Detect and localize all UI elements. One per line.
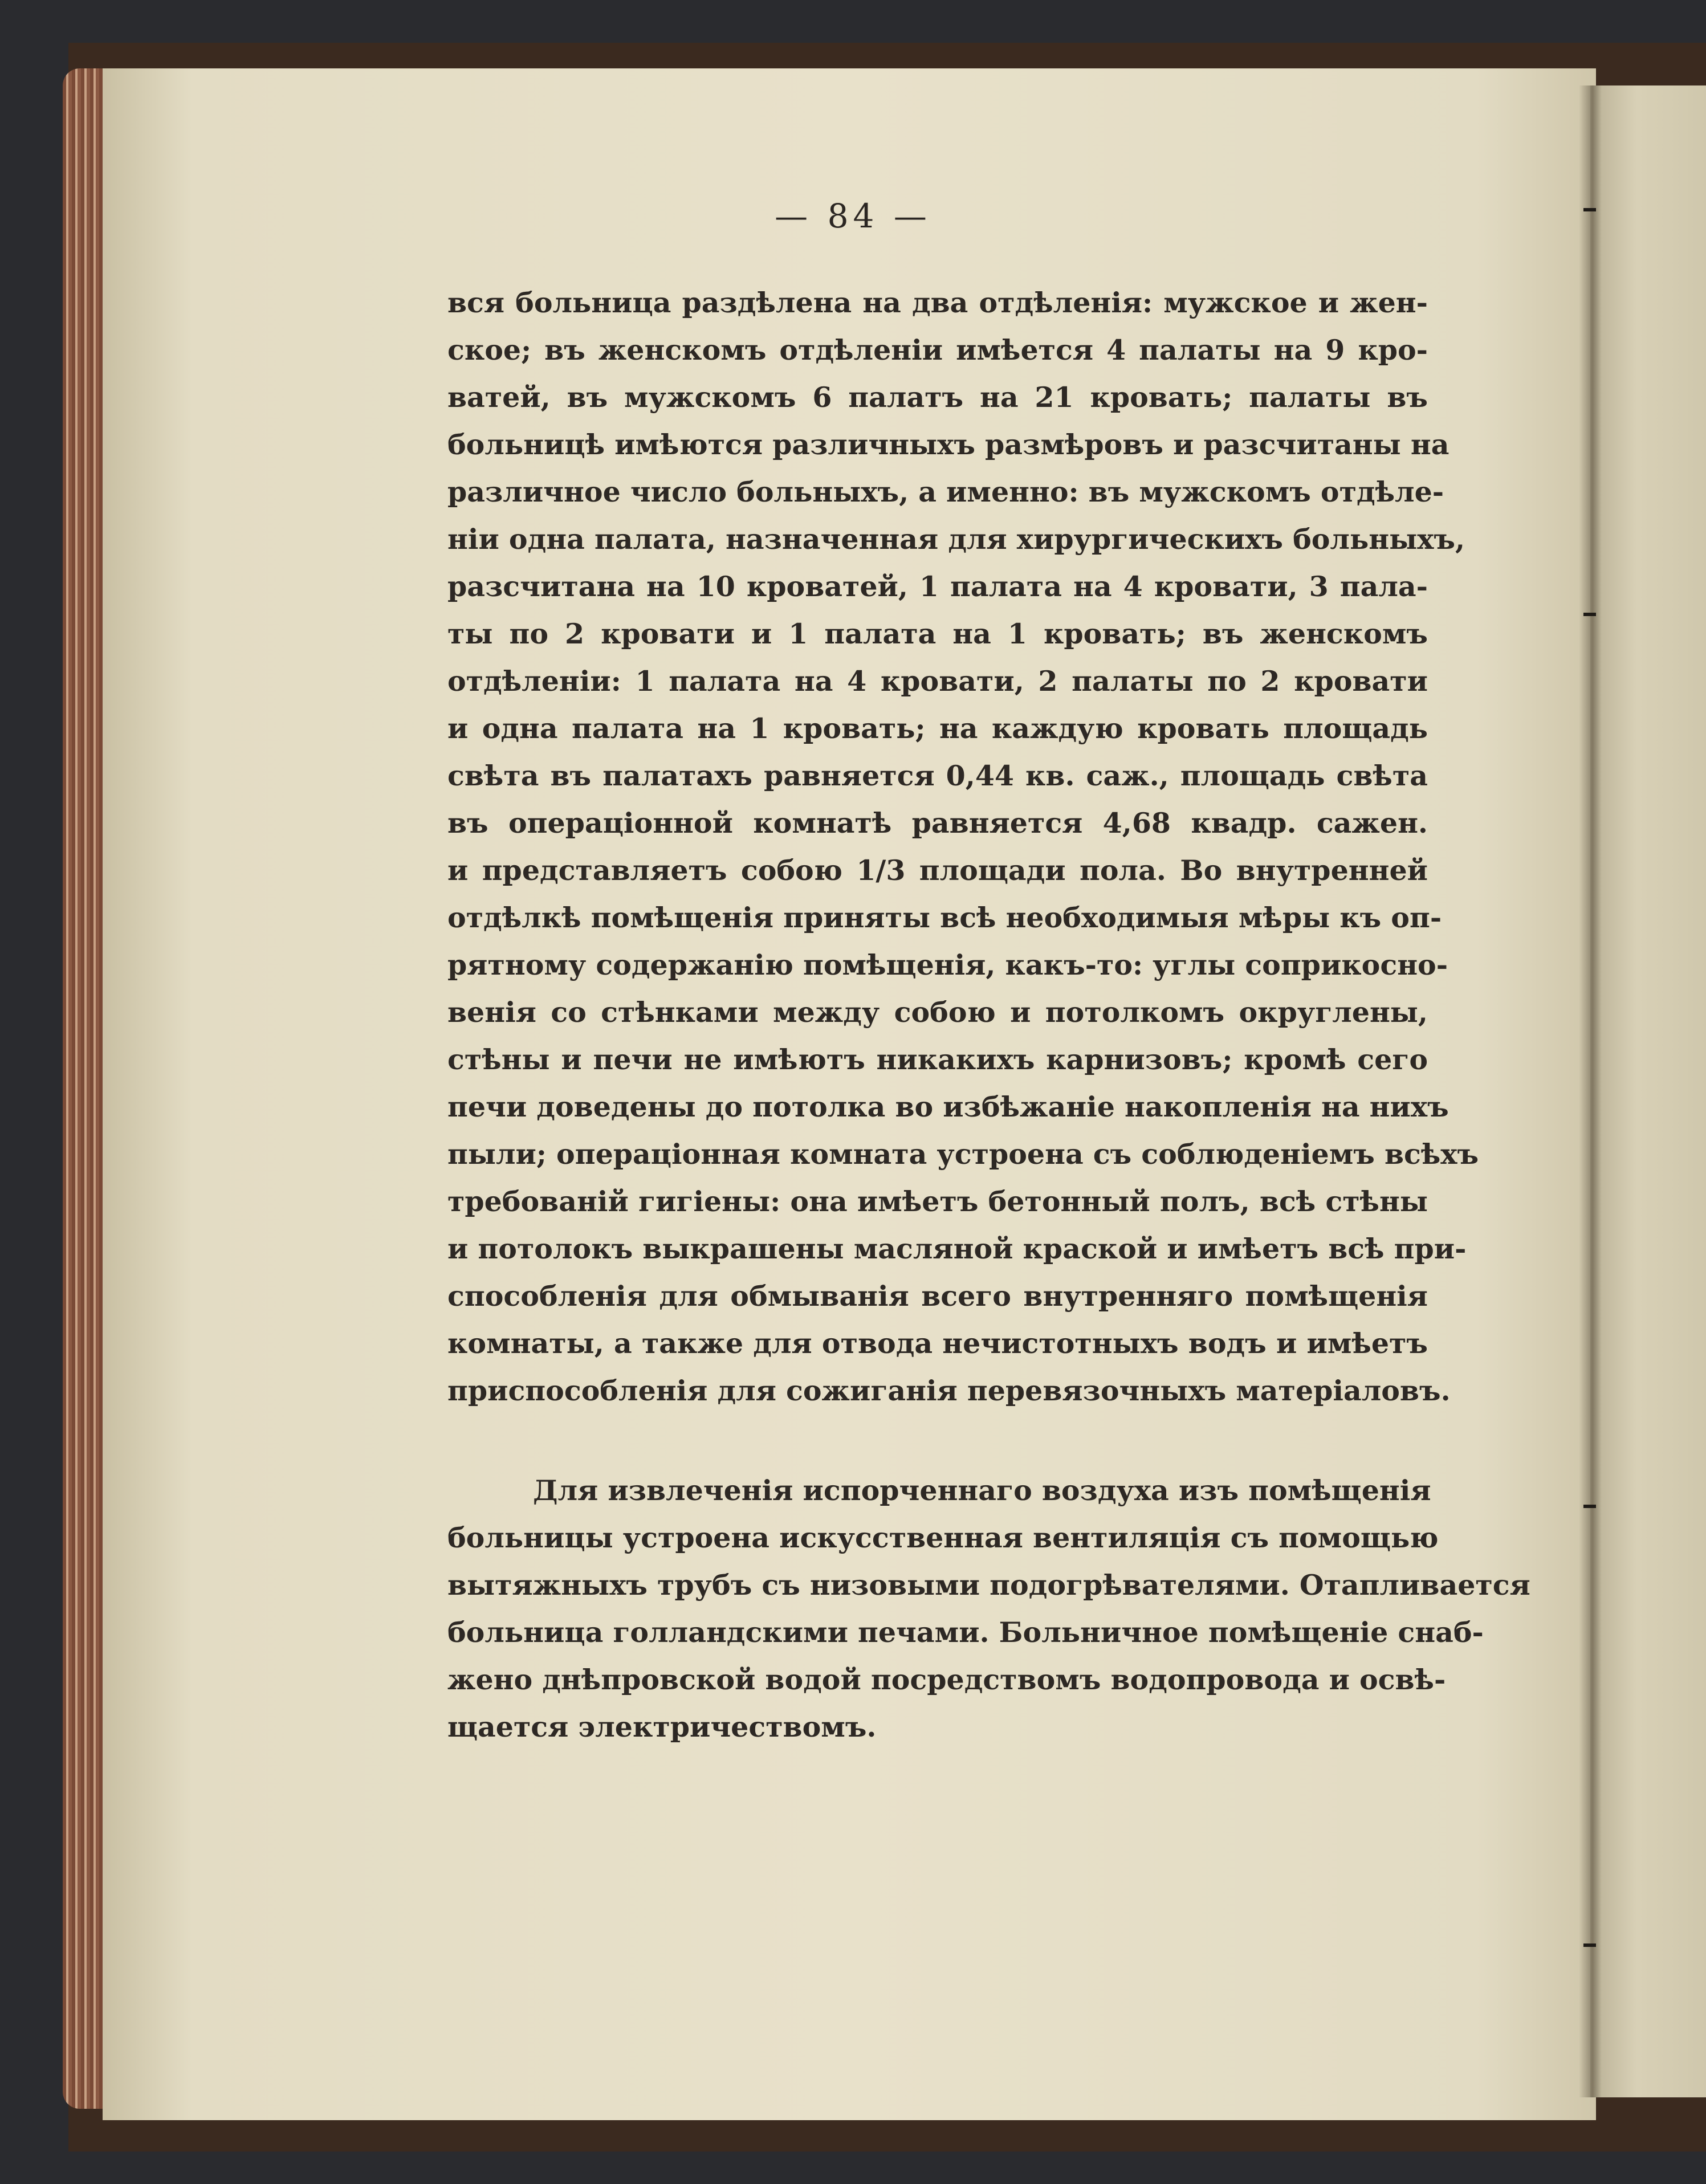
text-line: больницѣ имѣются различныхъ размѣровъ и разсчитаны на (447, 428, 1450, 461)
paragraph (447, 279, 1479, 1415)
text-line: венія со стѣнками между собою и потолкомъ округлены, (447, 996, 1428, 1029)
text-line: отдѣленіи: 1 палата на 4 кровати, 2 палаты по 2 кровати (447, 665, 1428, 698)
text-line: ское; въ женскомъ отдѣленіи имѣется 4 палаты на 9 кро- (447, 333, 1428, 366)
text-line: ніи одна палата, назначенная для хирургическихъ больныхъ, (447, 523, 1465, 556)
text-line: и одна палата на 1 кровать; на каждую кровать площадь (447, 712, 1428, 745)
text-line: вся больница раздѣлена на два отдѣленія: мужское и жен- (447, 286, 1428, 319)
text-line: щается электричествомъ. (447, 1710, 877, 1743)
text-line: и потолокъ выкрашены масляной краской и имѣетъ всѣ при- (447, 1232, 1467, 1265)
text-line: приспособленія для сожиганія перевязочныхъ матеріаловъ. (447, 1374, 1451, 1407)
text-line: различное число больныхъ, а именно: въ мужскомъ отдѣле- (447, 475, 1444, 508)
binding-stitch (1583, 613, 1596, 616)
gutter-shadow (1579, 85, 1602, 2097)
page-number: — 84 — (775, 197, 931, 235)
page-text (447, 279, 1530, 1751)
text-line: вытяжныхъ трубъ съ низовыми подогрѣвателями. Отапливается (447, 1568, 1530, 1602)
text-line: разсчитана на 10 кроватей, 1 палата на 4 кровати, 3 пала- (447, 570, 1428, 603)
text-line: жено днѣпровской водой посредствомъ водопровода и освѣ- (447, 1663, 1446, 1696)
text-line: пыли; операціонная комната устроена съ соблюденіемъ всѣхъ (447, 1138, 1479, 1171)
text-line: свѣта въ палатахъ равняется 0,44 кв. саж., площадь свѣта (447, 759, 1428, 792)
facing-page-edge (1590, 85, 1706, 2097)
text-line: способленія для обмыванія всего внутренняго помѣщенія (447, 1280, 1428, 1313)
text-line: Для извлеченія испорченнаго воздуха изъ помѣщенія (533, 1474, 1431, 1507)
text-line: требованій гигіены: она имѣетъ бетонный полъ, всѣ стѣны (447, 1185, 1428, 1218)
text-line: стѣны и печи не имѣютъ никакихъ карнизовъ; кромѣ сего (447, 1043, 1428, 1076)
binding-stitch (1583, 1505, 1596, 1508)
text-line: отдѣлкѣ помѣщенія приняты всѣ необходимыя мѣры къ оп- (447, 901, 1442, 934)
text-line: ты по 2 кровати и 1 палата на 1 кровать; въ женскомъ (447, 617, 1428, 650)
text-line: въ операціонной комнатѣ равняется 4,68 квадр. сажен. (447, 806, 1428, 840)
text-line: ватей, въ мужскомъ 6 палатъ на 21 кровать; палаты въ (447, 381, 1428, 414)
text-line: печи доведены до потолка во избѣжаніе накопленія на нихъ (447, 1090, 1449, 1123)
text-line: рятному содержанію помѣщенія, какъ-то: углы соприкосно- (447, 948, 1448, 981)
paragraph (447, 1467, 1530, 1751)
binding-stitch (1583, 1943, 1596, 1947)
text-line: и представляетъ собою 1/3 площади пола. Во внутренней (447, 854, 1428, 887)
text-line: комнаты, а также для отвода нечистотныхъ водъ и имѣетъ (447, 1327, 1428, 1360)
text-line: больница голландскими печами. Больничное помѣщеніе снаб- (447, 1616, 1484, 1649)
text-line: больницы устроена искусственная вентиляція съ помощью (447, 1521, 1439, 1554)
